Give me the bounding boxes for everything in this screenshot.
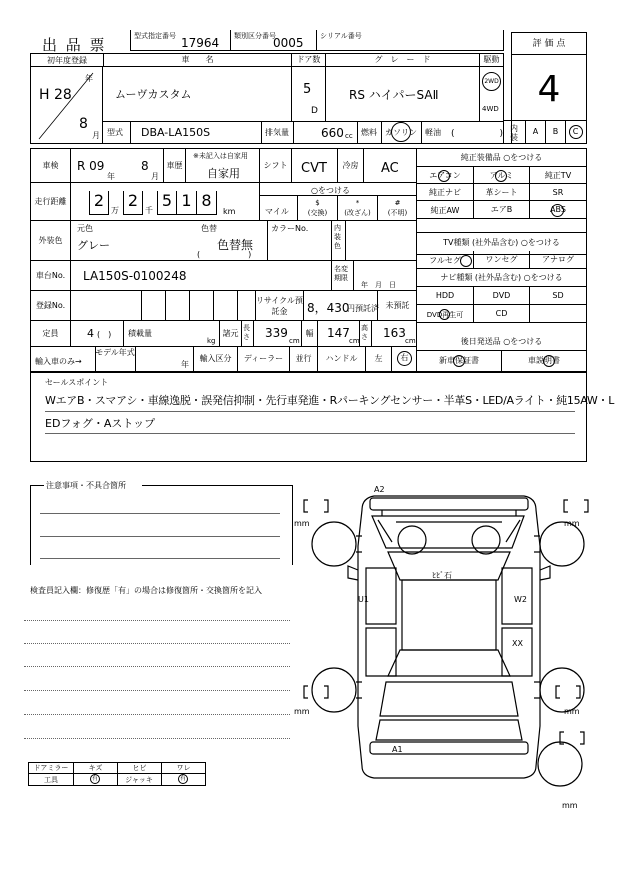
acc-r-0: 工具 <box>44 776 58 784</box>
tv-fullseg: フルセグ <box>429 256 461 265</box>
dealer-option: ディーラー <box>237 347 289 371</box>
import-label: 輸入車のみ→ <box>35 357 82 366</box>
model-year-unit: 年 <box>181 360 189 369</box>
form-title: 出 品 票 <box>42 36 107 54</box>
kata-value: 17964 <box>181 36 220 50</box>
mileage-digit-2: 2 <box>123 191 143 215</box>
width-cm: cm <box>349 337 360 345</box>
sales-label: セールスポイント <box>45 378 109 387</box>
displacement: 660 <box>321 126 344 140</box>
equip-airbag: エアB <box>473 201 529 218</box>
score-value: 4 <box>537 69 561 110</box>
shaken-year-unit: 年 <box>107 172 115 181</box>
height-cm: cm <box>405 337 416 345</box>
history-value: 自家用 <box>207 167 240 180</box>
equipment-title: 純正装備品 ○をつける <box>417 149 586 167</box>
first-reg-year-unit: 年 <box>85 74 93 83</box>
mileage-digit-1: 2 <box>89 191 109 215</box>
altered-option: * (改ざん) <box>337 195 377 221</box>
equipment-panel <box>417 149 586 371</box>
height-label: 高さ <box>359 321 371 347</box>
interior-color-label: 内装色 <box>331 221 345 261</box>
car-diagram <box>292 476 604 812</box>
mileage-digit-3: 5 <box>157 191 177 215</box>
damage-mark-xx: XX <box>512 639 523 648</box>
import-class-label: 輸入区分 <box>193 347 237 371</box>
accessory-table <box>28 762 206 786</box>
unknown-option: # (不明) <box>377 195 417 221</box>
car-name: ムーヴカスタム <box>115 88 192 101</box>
acc-r-2: ジャッキ <box>125 776 153 784</box>
mm-fl: mm <box>294 519 310 528</box>
shift-value: CVT <box>301 161 327 176</box>
color-label: 外装色 <box>31 221 71 261</box>
grade-label: グ レ ー ド <box>325 54 479 67</box>
model-type: DBA-LA150S <box>141 126 211 139</box>
aircon-label: 冷房 <box>337 149 363 183</box>
handle-right: 右 <box>397 351 412 366</box>
mileage-digit-4: 1 <box>177 191 197 215</box>
original-color-label: 元色 <box>77 224 93 233</box>
equip-aircon-circle <box>438 170 450 182</box>
kata-label: 型式指定番号 <box>134 32 176 40</box>
ruibetsu-label: 類別区分番号 <box>234 32 276 40</box>
cc-unit: cc <box>345 132 353 140</box>
capacity-label: 定員 <box>31 321 71 347</box>
damage-mark-chip: ﾋﾋﾞ石 <box>432 571 452 580</box>
mile-option: マイル <box>265 207 289 216</box>
ruibetsu-value: 0005 <box>273 36 304 50</box>
sales-line-2: EDフォグ・Aストップ <box>45 417 156 430</box>
shaken-month: 8 <box>141 159 149 173</box>
later-warranty-circle <box>453 355 465 367</box>
navi-dvd: DVD <box>473 287 529 305</box>
equip-leather: 革シート <box>473 184 529 201</box>
damage-mark-a2: A2 <box>374 485 385 494</box>
navi-dvd-play: DVD再生可 <box>426 311 464 319</box>
navi-title: ナビ種類 (社外品含む) ○をつける <box>417 269 586 287</box>
parallel-option: 並行 <box>289 347 317 371</box>
equip-aircon: エアコン <box>429 171 461 180</box>
capacity-paren: ( ) <box>97 330 112 339</box>
shaken-era: R 09 <box>77 159 105 173</box>
mileage-label: 走行距離 <box>31 183 71 221</box>
shaken-label: 車検 <box>31 149 71 183</box>
mm-spare: mm <box>562 801 578 810</box>
first-reg-era: H 28 <box>39 87 72 103</box>
load-label: 積載量 <box>123 321 173 347</box>
caution-label: 注意事項・不具合箇所 <box>46 481 126 490</box>
acc-h-3: ワレ <box>161 763 205 785</box>
handle-left: 左 <box>365 347 391 371</box>
equip-sr: SR <box>529 184 586 201</box>
displacement-label: 排気量 <box>265 128 289 137</box>
acc-h-2: ヒビ <box>117 763 161 785</box>
damage-mark-w2: W2 <box>514 595 527 604</box>
shift-label: シフト <box>259 149 291 183</box>
navi-cd: CD <box>473 305 529 323</box>
length-value: 339 <box>265 326 288 340</box>
first-reg-month: 8 <box>79 116 88 132</box>
color-paren: ( ) <box>197 250 252 259</box>
equip-aw: 純正AW <box>430 206 460 215</box>
damage-mark-a1: A1 <box>392 745 403 754</box>
model-type-label: 型式 <box>107 128 123 137</box>
acc-h-1: キズ <box>73 763 117 785</box>
tv-fullseg-circle <box>460 255 472 267</box>
history-label: 車歴 <box>163 149 185 183</box>
acc-r-3: 有 <box>179 775 186 782</box>
serial-label: シリアル番号 <box>320 32 362 40</box>
details-block <box>30 148 587 372</box>
later-warranty: 新車保証書 <box>439 356 479 365</box>
km-unit: km <box>223 207 236 216</box>
color-change: 色替無 <box>217 238 254 252</box>
car-name-label: 車 名 <box>103 54 291 67</box>
model-year-label: モデル年式 <box>95 348 135 357</box>
interior-b: B <box>545 121 565 143</box>
acc-h-0: ドアミラー <box>33 764 69 772</box>
fuel-circle <box>391 122 411 142</box>
load-kg: kg <box>207 337 216 345</box>
drive-label: 駆動 <box>479 54 503 67</box>
acc-r-1: 有 <box>91 775 98 782</box>
capacity-value: 4 <box>87 327 94 340</box>
score-label: 評 価 点 <box>512 33 586 55</box>
original-color: グレー <box>77 239 110 252</box>
sales-line-1: WエアB・スマアシ・車線逸脱・誤発信抑制・先行車発進・Rパーキングセンサー・半革S・LED/Aライト・純15AW・L <box>45 394 615 407</box>
tv-oneseg: ワンセグ <box>473 251 529 269</box>
recycle-label: リサイクル預託金 <box>255 291 303 321</box>
drive-2wd: 2WD <box>482 72 501 91</box>
length-label: 長さ <box>241 321 253 347</box>
exchange-option: $ (交換) <box>297 195 337 221</box>
width-value: 147 <box>327 326 350 340</box>
navi-dvd-play-circle <box>439 309 450 320</box>
mileage-digits <box>79 189 259 217</box>
navi-hdd: HDD <box>435 291 455 300</box>
fuel-value: ガソリン <box>385 128 417 137</box>
chassis-value: LA150S-0100248 <box>83 269 187 283</box>
mm-rr: mm <box>564 707 580 716</box>
height-value: 163 <box>383 326 406 340</box>
sen-unit: 千 <box>145 206 153 215</box>
interior-c: C <box>569 125 583 139</box>
width-label: 幅 <box>301 321 317 347</box>
later-manual-circle <box>543 355 555 367</box>
history-note: ※未記入は自家用 <box>193 152 248 160</box>
light-oil-paren: ( ) <box>451 129 504 139</box>
shaken-month-unit: 月 <box>151 172 159 181</box>
mileage-digit-5: 8 <box>197 191 217 215</box>
recycle-value: 8，430 <box>307 301 350 315</box>
length-cm: cm <box>289 337 300 345</box>
mileage-tsukeru: ○をつける <box>311 186 350 195</box>
later-title: 後日発送品 ○をつける <box>460 337 543 346</box>
first-reg-label: 初年度登録 <box>47 56 87 65</box>
header-codes <box>130 30 504 51</box>
navi-sd: SD <box>529 287 586 305</box>
man-unit: 万 <box>111 206 119 215</box>
color-change-label: 色替 <box>201 224 217 233</box>
chassis-label: 車台No. <box>31 261 71 291</box>
vehicle-basic-block <box>30 53 504 144</box>
equip-abs-circle <box>551 204 564 217</box>
fuel-label: 燃料 <box>361 128 377 137</box>
first-reg-month-unit: 月 <box>92 131 100 140</box>
equip-navi: 純正ナビ <box>429 188 461 197</box>
dimension-label: 諸元 <box>219 321 241 347</box>
handle-label: ハンドル <box>317 347 365 371</box>
color-no-label: カラーNo. <box>271 224 309 233</box>
aircon-value: AC <box>381 161 399 176</box>
doors-label: ドア数 <box>291 54 325 67</box>
mm-fr: mm <box>564 519 580 528</box>
equip-abs: ABS <box>529 201 586 218</box>
sales-point-box <box>30 372 615 462</box>
inspector-label: 検査員記入欄：修復歴「有」の場合は修復箇所・交換箇所を記入 <box>30 586 262 595</box>
drive-4wd: 4WD <box>482 105 499 113</box>
not-deposited: 未預託 <box>377 291 417 321</box>
meihen-label: 名変期限 <box>331 261 353 291</box>
tv-title: TV種類 (社外品含む) ○をつける <box>417 237 586 255</box>
tv-analog: アナログ <box>529 251 586 269</box>
door-type: D <box>311 106 318 116</box>
interior-box <box>504 120 587 144</box>
caution-box <box>30 478 292 568</box>
damage-mark-u1: U1 <box>358 595 369 604</box>
reg-no-label: 登録No. <box>31 291 71 321</box>
doors-value: 5 <box>303 82 312 97</box>
interior-a: A <box>525 121 545 143</box>
equip-tv: 純正TV <box>529 167 586 184</box>
equip-alumi: アルミ <box>473 167 529 184</box>
grade-value: RS ハイパーSAⅡ <box>349 88 439 102</box>
light-oil-label: 軽油 <box>425 128 441 137</box>
recycle-status: 円預託済 <box>347 304 379 313</box>
later-manual: 車説明書 <box>501 350 586 371</box>
equip-alumi-circle <box>495 170 507 182</box>
interior-label: 内装 <box>510 124 518 142</box>
meihen-date-units: 年 月 日 <box>361 281 396 289</box>
mm-rl: mm <box>294 707 310 716</box>
